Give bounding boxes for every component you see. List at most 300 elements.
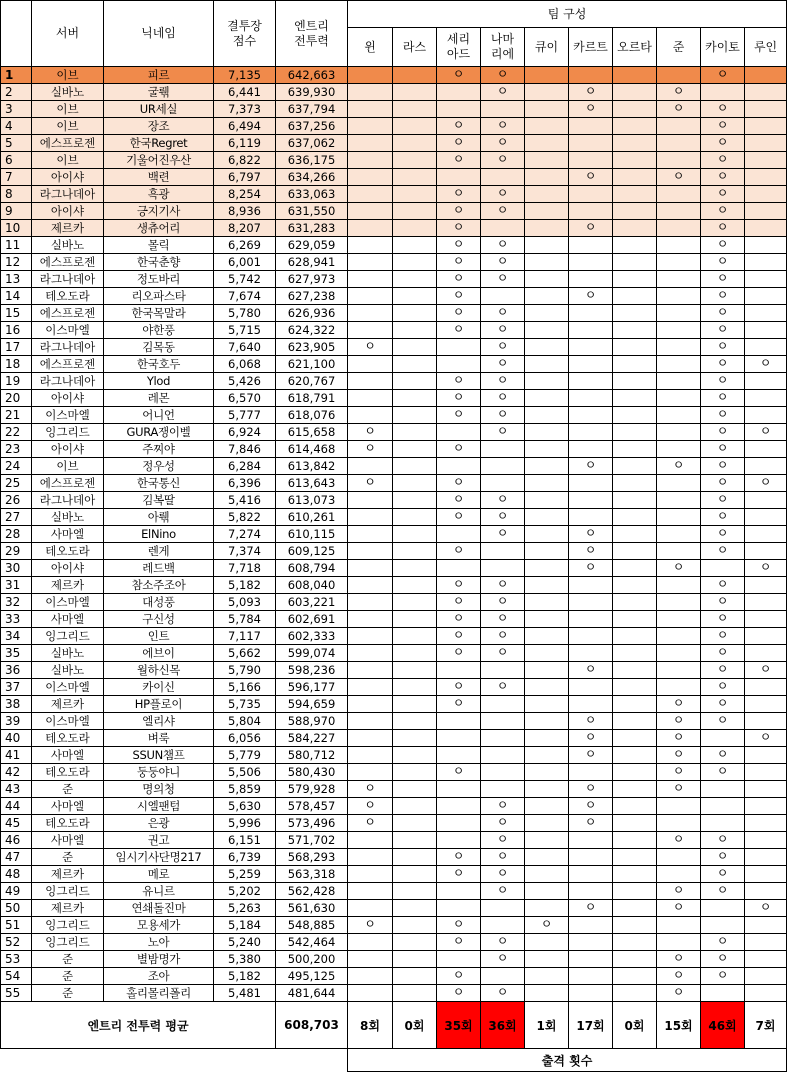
team-cell [393,441,437,458]
team-cell [393,356,437,373]
table-row [1,305,787,322]
team-cell [437,713,481,730]
team-cell [525,679,569,696]
header-nickname: 닉네임 [104,1,214,67]
team-cell [745,237,787,254]
power-cell: 481,644 [276,985,348,1002]
team-cell [701,781,745,798]
selected-mark: ㅇ [496,322,509,336]
team-cell [569,305,613,322]
rank-cell: 22 [1,424,32,441]
team-cell [393,237,437,254]
table-row [1,203,787,220]
team-cell [437,458,481,475]
team-cell [525,322,569,339]
team-cell [701,118,745,135]
team-cell [569,917,613,934]
power-cell: 568,293 [276,849,348,866]
selected-mark: ㅇ [496,305,509,319]
team-cell [701,509,745,526]
server-cell: 실바노 [32,509,104,526]
table-row [1,832,787,849]
team-cell [525,849,569,866]
team-cell [437,339,481,356]
team-cell [481,135,525,152]
team-cell [437,798,481,815]
team-cell [569,560,613,577]
nickname-cell: 둥둥야니 [104,764,214,781]
rank-cell: 47 [1,849,32,866]
table-row [1,985,787,1002]
team-cell [481,577,525,594]
selected-mark: ㅇ [452,67,465,81]
selected-mark: ㅇ [672,101,685,115]
team-cell [437,118,481,135]
team-cell [701,866,745,883]
team-cell [393,628,437,645]
team-cell [657,798,701,815]
rank-cell: 41 [1,747,32,764]
team-cell [437,764,481,781]
team-cell [569,968,613,985]
team-cell [657,696,701,713]
team-cell [437,577,481,594]
selected-mark: ㅇ [452,628,465,642]
sortie-count-0: 8회 [348,1002,393,1049]
nickname-cell: 어니언 [104,407,214,424]
selected-mark: ㅇ [496,118,509,132]
team-cell [745,169,787,186]
team-cell [701,526,745,543]
selected-mark: ㅇ [672,84,685,98]
score-cell: 5,735 [214,696,276,713]
team-cell [745,560,787,577]
server-cell: 잉그리드 [32,628,104,645]
server-cell: 아이샤 [32,441,104,458]
team-cell [481,798,525,815]
selected-mark: ㅇ [584,798,597,812]
team-cell [613,645,657,662]
score-cell: 6,924 [214,424,276,441]
team-cell [569,577,613,594]
selected-mark: ㅇ [364,339,376,353]
team-cell [613,373,657,390]
header-char-9: 루인 [745,28,787,67]
team-cell [657,475,701,492]
team-cell [525,492,569,509]
selected-mark: ㅇ [496,866,509,880]
team-cell [393,934,437,951]
team-cell [437,135,481,152]
selected-mark: ㅇ [672,169,685,183]
team-cell [481,713,525,730]
selected-mark: ㅇ [496,67,509,81]
team-cell [393,458,437,475]
selected-mark: ㅇ [716,849,729,863]
team-cell [657,169,701,186]
team-cell [437,407,481,424]
team-cell [393,339,437,356]
team-cell [393,475,437,492]
selected-mark: ㅇ [716,67,729,81]
team-cell [348,832,393,849]
selected-mark: ㅇ [452,475,465,489]
team-cell [525,713,569,730]
team-cell [569,798,613,815]
server-cell: 이브 [32,458,104,475]
team-cell [613,815,657,832]
rank-cell: 13 [1,271,32,288]
server-cell: 사마엘 [32,611,104,628]
score-cell: 7,117 [214,628,276,645]
team-cell [657,968,701,985]
team-cell [348,305,393,322]
score-cell: 5,780 [214,305,276,322]
team-cell [481,169,525,186]
team-cell [657,254,701,271]
team-cell [569,169,613,186]
team-cell [701,322,745,339]
table-row [1,968,787,985]
nickname-cell: 리오파스타 [104,288,214,305]
power-cell: 613,842 [276,458,348,475]
team-cell [481,543,525,560]
nickname-cell: 정우성 [104,458,214,475]
team-cell [613,747,657,764]
table-row [1,679,787,696]
team-cell [393,84,437,101]
team-cell [348,526,393,543]
team-cell [481,883,525,900]
team-cell [745,390,787,407]
selected-mark: ㅇ [716,492,729,506]
team-cell [348,152,393,169]
team-cell [481,849,525,866]
team-cell [613,407,657,424]
table-row [1,322,787,339]
power-cell: 621,100 [276,356,348,373]
team-cell [745,985,787,1002]
rank-cell: 10 [1,220,32,237]
table-row [1,169,787,186]
power-cell: 639,930 [276,84,348,101]
team-cell [701,475,745,492]
server-cell: 이브 [32,101,104,118]
score-cell: 5,182 [214,968,276,985]
header-server: 서버 [32,1,104,67]
selected-mark: ㅇ [716,713,729,727]
team-cell [569,67,613,84]
table-row [1,900,787,917]
team-cell [745,67,787,84]
power-cell: 636,175 [276,152,348,169]
score-cell: 6,284 [214,458,276,475]
header-char-0: 윈 [348,28,393,67]
nickname-cell: 긍지기사 [104,203,214,220]
table-row [1,866,787,883]
team-cell [569,458,613,475]
server-cell: 에스프로젠 [32,356,104,373]
team-cell [569,220,613,237]
team-cell [348,730,393,747]
selected-mark: ㅇ [452,152,465,166]
selected-mark: ㅇ [452,509,465,523]
team-cell [745,458,787,475]
team-cell [657,781,701,798]
nickname-cell: 김목동 [104,339,214,356]
selected-mark: ㅇ [716,203,729,217]
power-cell: 631,550 [276,203,348,220]
selected-mark: ㅇ [452,135,465,149]
team-cell [745,866,787,883]
team-cell [481,764,525,781]
team-cell [525,458,569,475]
team-cell [745,951,787,968]
score-cell: 7,373 [214,101,276,118]
table-row [1,509,787,526]
team-cell [569,713,613,730]
table-row [1,645,787,662]
score-cell: 8,207 [214,220,276,237]
rank-cell: 52 [1,934,32,951]
team-cell [348,645,393,662]
rank-cell: 26 [1,492,32,509]
rank-cell: 50 [1,900,32,917]
team-cell [348,186,393,203]
selected-mark: ㅇ [716,390,729,404]
team-cell [481,237,525,254]
selected-mark: ㅇ [759,730,772,744]
team-cell [569,696,613,713]
team-cell [701,390,745,407]
team-cell [613,509,657,526]
team-cell [525,220,569,237]
team-cell [657,220,701,237]
team-cell [745,220,787,237]
team-cell [701,560,745,577]
score-cell: 5,996 [214,815,276,832]
team-cell [701,339,745,356]
team-cell [657,152,701,169]
selected-mark: ㅇ [496,509,509,523]
selected-mark: ㅇ [452,288,465,302]
server-cell: 이스마엘 [32,407,104,424]
selected-mark: ㅇ [716,186,729,200]
team-cell [657,730,701,747]
team-cell [569,118,613,135]
rank-cell: 3 [1,101,32,118]
power-cell: 620,767 [276,373,348,390]
team-cell [745,815,787,832]
server-cell: 에스프로젠 [32,254,104,271]
team-cell [481,203,525,220]
server-cell: 준 [32,985,104,1002]
team-cell [525,951,569,968]
rank-cell: 42 [1,764,32,781]
team-cell [525,900,569,917]
selected-mark: ㅇ [672,747,685,761]
server-cell: 이브 [32,118,104,135]
team-cell [569,271,613,288]
team-cell [525,203,569,220]
selected-mark: ㅇ [716,968,729,982]
table-row [1,883,787,900]
rank-cell: 24 [1,458,32,475]
server-cell: 잉그리드 [32,917,104,934]
selected-mark: ㅇ [672,713,685,727]
team-cell [701,407,745,424]
team-cell [525,526,569,543]
header-char-1: 라스 [393,28,437,67]
power-cell: 580,712 [276,747,348,764]
selected-mark: ㅇ [672,764,685,778]
sortie-count-1: 0회 [393,1002,437,1049]
nickname-cell: 한국호두 [104,356,214,373]
sortie-count-7: 15회 [657,1002,701,1049]
score-cell: 5,822 [214,509,276,526]
team-cell [481,509,525,526]
selected-mark: ㅇ [584,900,597,914]
team-cell [657,577,701,594]
team-cell [393,203,437,220]
team-cell [481,985,525,1002]
nickname-cell: 모용세가 [104,917,214,934]
team-cell [348,917,393,934]
team-cell [701,883,745,900]
team-cell [745,577,787,594]
nickname-cell: 주찌야 [104,441,214,458]
team-cell [348,339,393,356]
team-cell [525,407,569,424]
selected-mark: ㅇ [584,713,597,727]
server-cell: 이스마엘 [32,322,104,339]
nickname-cell: UR세실 [104,101,214,118]
team-cell [657,339,701,356]
rank-cell: 35 [1,645,32,662]
score-cell: 7,274 [214,526,276,543]
selected-mark: ㅇ [452,985,465,999]
team-cell [701,577,745,594]
team-cell [348,951,393,968]
team-cell [481,305,525,322]
team-cell [393,781,437,798]
team-cell [393,866,437,883]
team-cell [348,67,393,84]
rank-cell: 29 [1,543,32,560]
table-row [1,781,787,798]
selected-mark: ㅇ [584,220,597,234]
score-cell: 5,202 [214,883,276,900]
team-cell [701,424,745,441]
team-cell [393,169,437,186]
selected-mark: ㅇ [759,662,772,676]
selected-mark: ㅇ [452,934,465,948]
team-cell [481,475,525,492]
team-cell [569,543,613,560]
rank-cell: 38 [1,696,32,713]
selected-mark: ㅇ [672,985,685,999]
team-cell [613,611,657,628]
team-cell [481,951,525,968]
team-cell [437,424,481,441]
team-cell [745,152,787,169]
team-cell [657,101,701,118]
team-cell [393,968,437,985]
team-cell [481,645,525,662]
selected-mark: ㅇ [496,424,509,438]
server-cell: 아이샤 [32,560,104,577]
team-cell [613,135,657,152]
selected-mark: ㅇ [759,475,772,489]
table-row [1,594,787,611]
team-cell [701,730,745,747]
team-cell [745,186,787,203]
team-cell [613,832,657,849]
team-cell [745,526,787,543]
team-cell [437,968,481,985]
team-cell [393,407,437,424]
team-cell [437,390,481,407]
team-cell [348,934,393,951]
score-cell: 5,380 [214,951,276,968]
table-row [1,475,787,492]
team-cell [393,101,437,118]
server-cell: 실바노 [32,645,104,662]
team-cell [613,339,657,356]
nickname-cell: 은광 [104,815,214,832]
table-row [1,696,787,713]
nickname-cell: GURA쟁이벨 [104,424,214,441]
power-cell: 609,125 [276,543,348,560]
selected-mark: ㅇ [452,696,465,710]
selected-mark: ㅇ [672,900,685,914]
nickname-cell: 명의청 [104,781,214,798]
score-cell: 5,742 [214,271,276,288]
team-cell [613,662,657,679]
nickname-cell: 렌게 [104,543,214,560]
team-cell [657,849,701,866]
team-cell [701,169,745,186]
team-cell [393,849,437,866]
selected-mark: ㅇ [496,611,509,625]
team-cell [569,662,613,679]
nickname-cell: ElNino [104,526,214,543]
team-cell [525,662,569,679]
team-cell [701,203,745,220]
team-cell [745,288,787,305]
team-cell [348,594,393,611]
team-cell [569,781,613,798]
selected-mark: ㅇ [716,577,729,591]
team-cell [348,458,393,475]
team-cell [481,118,525,135]
server-cell: 준 [32,781,104,798]
team-cell [437,849,481,866]
team-cell [437,169,481,186]
table-row [1,849,787,866]
header-char-5: 카르트 [569,28,613,67]
team-cell [701,543,745,560]
power-cell: 615,658 [276,424,348,441]
team-cell [569,815,613,832]
server-cell: 준 [32,849,104,866]
score-cell: 6,441 [214,84,276,101]
score-cell: 8,936 [214,203,276,220]
power-cell: 571,702 [276,832,348,849]
power-cell: 598,236 [276,662,348,679]
team-cell [481,968,525,985]
power-cell: 500,200 [276,951,348,968]
